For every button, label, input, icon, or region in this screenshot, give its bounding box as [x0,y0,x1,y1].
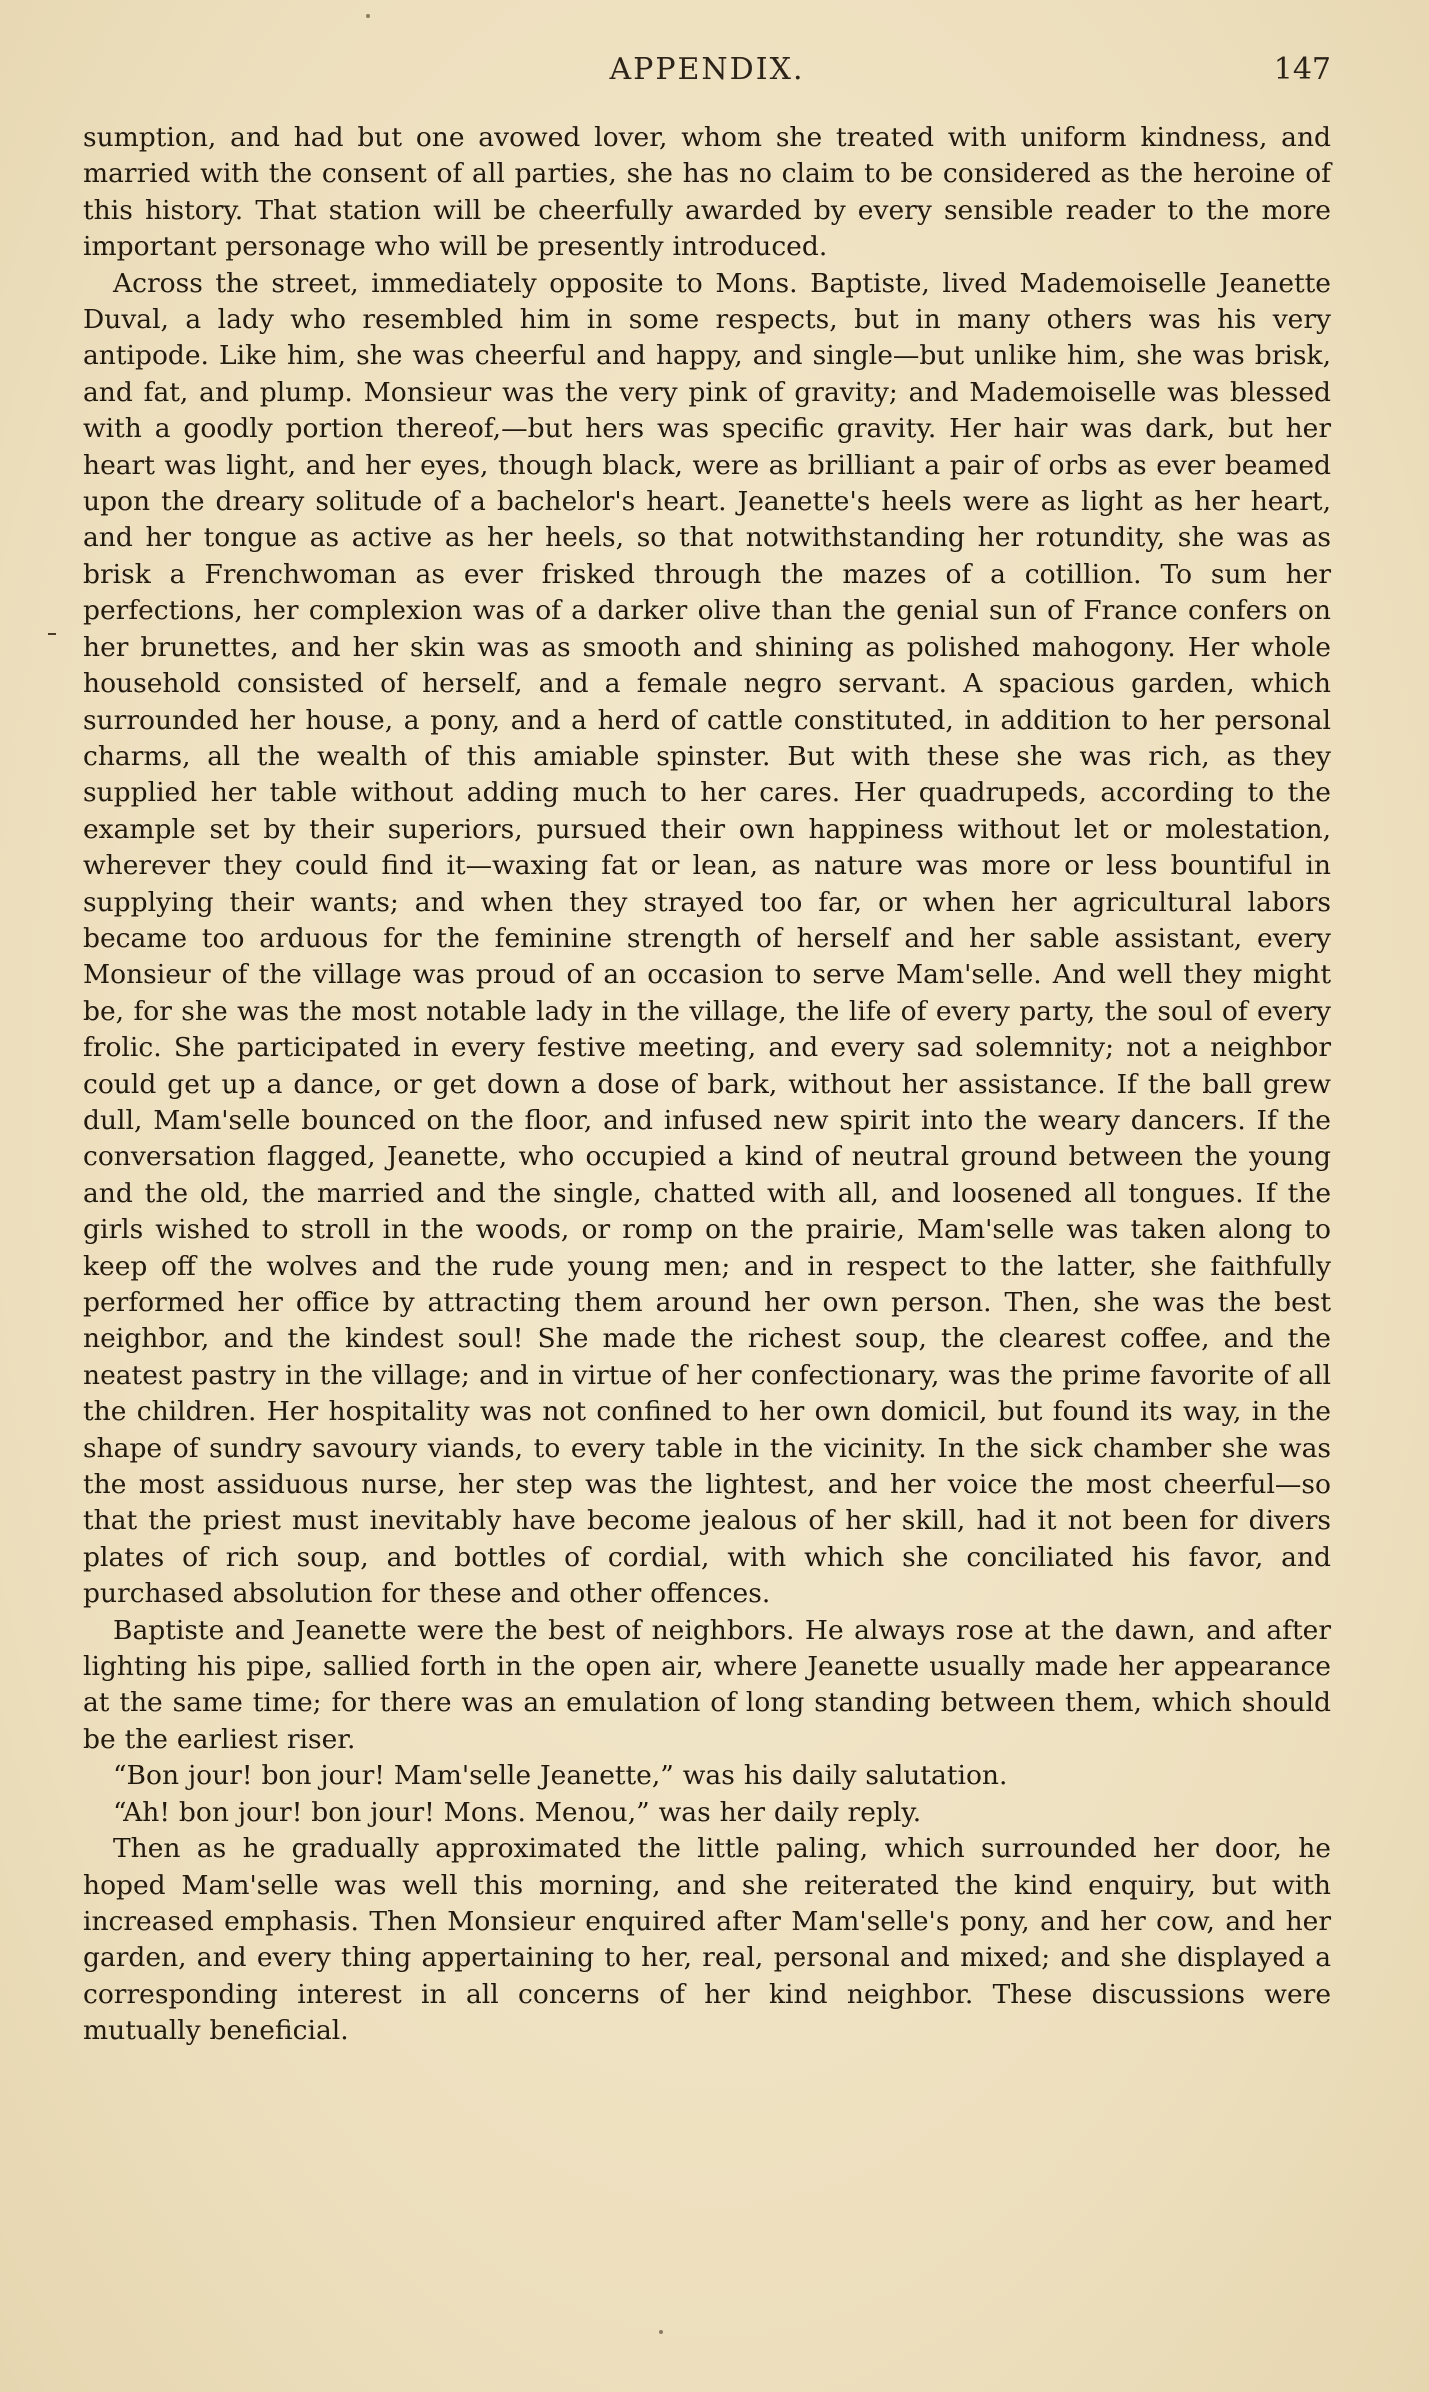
body-text [83,120,1331,2050]
paragraph-enquiries: Then as he gradually approximated the little paling, which surrounded her door, he hoped Mam'selle was well this morning, and she reiterated the kind enquiry, but with increased emphasis. Then Monsieur enquired after Mam'selle's pony, and her cow, and her garden, and every thing appertaining to her, real, personal and mixed; and she displayed a corresponding interest in all concerns of her kind neighbor. These discussions were mutually beneficial. [83,1833,1331,2047]
paragraph-her-reply: “Ah! bon jour! bon jour! Mons. Menou,” was her daily reply. [113,1796,922,1828]
margin-mark [48,633,56,635]
ink-speck [659,2330,663,2334]
paragraph-jeanette-description: Across the street, immediately opposite to Mons. Baptiste, lived Mademoiselle Jeanette Duval, a lady who resembled him in some respects, but in many others was his very antipode. Like him, she was cheerful and happy, and single—but unlike him, she was brisk, and fat, and plump. Monsieur was the very pink of gravity; and Mademoiselle was blessed with a goodly portion thereof,—but hers was specific gravity. Her hair was dark, but her heart was light, and her eyes, though black, were as brilliant a pair of orbs as ever beamed upon the dreary solitude of a bachelor's heart. Jeanette's heels were as light as her heart, and her tongue as active as her heels, so that notwithstanding her rotundity, she was as brisk a Frenchwoman as ever frisked through the mazes of a cotillion. To sum her perfections, her complexion was of a darker olive than the genial sun of France confers on her brunettes, and her skin was as smooth and shining as polished mahogony. Her whole household consisted of herself, and a female negro servant. A spacious garden, which surrounded her house, a pony, and a herd of cattle constituted, in addition to her personal charms, all the wealth of this amiable spinster. But with these she was rich, as they supplied her table without adding much to her cares. Her quadrupeds, according to the example set by their superiors, pursued their own happiness without let or molestation, wherever they could find it—waxing fat or lean, as nature was more or less bountiful in supplying their wants; and when they strayed too far, or when her agricultural labors became too arduous for the feminine strength of herself and her sable assistant, every Monsieur of the village was proud of an occasion to serve Mam'selle. And well they might be, for she was the most notable lady in the village, the life of every party, the soul of every frolic. She participated in every festive meeting, and every sad solemnity; not a neighbor could get up a dance, or get down a dose of bark, without her assistance. If the ball grew dull, Mam'selle bounced on the floor, and infused new spirit into the weary dancers. If the conversation flagged, Jeanette, who occupied a kind of neutral ground between the young and the old, the married and the single, chatted with all, and loosened all tongues. If the girls wished to stroll in the woods, or romp on the prairie, Mam'selle was taken along to keep off the wolves and the rude young men; and in respect to the latter, she faithfully performed her office by attracting them around her own person. Then, she was the best neighbor, and the kindest soul! She made the richest soup, the clearest coffee, and the neatest pastry in the village; and in virtue of her confectionary, was the prime favorite of all the children. Her hospitality was not confined to her own domicil, but found its way, in the shape of sundry savoury viands, to every table in the vicinity. In the sick chamber she was the most assiduous nurse, her step was the lightest, and her voice the most cheerful—so that the priest must inevitably have become jealous of her skill, had it not been for divers plates of rich soup, and bottles of cordial, with which she conciliated his favor, and purchased absolution for these and other offences. [83,267,1331,1610]
ink-speck [366,14,370,18]
running-title: APPENDIX. [609,52,805,87]
paragraph-his-salutation: “Bon jour! bon jour! Mam'selle Jeanette,” was his daily salutation. [113,1760,1008,1792]
paragraph-continued: sumption, and had but one avowed lover, whom she treated with uniform kindness, and married with the consent of all parties, she has no claim to be considered as the heroine of this history. That station will be cheerfully awarded by every sensible reader to the more important personage who will be presently introduced. [83,122,1331,263]
page-number: 147 [1273,52,1331,87]
paragraph-best-neighbors: Baptiste and Jeanette were the best of neighbors. He always rose at the dawn, and after lighting his pipe, sallied forth in the open air, where Jeanette usually made her appearance at the same time; for there was an emulation of long standing between them, which should be the earliest riser. [83,1614,1331,1755]
page-header [83,52,1331,96]
